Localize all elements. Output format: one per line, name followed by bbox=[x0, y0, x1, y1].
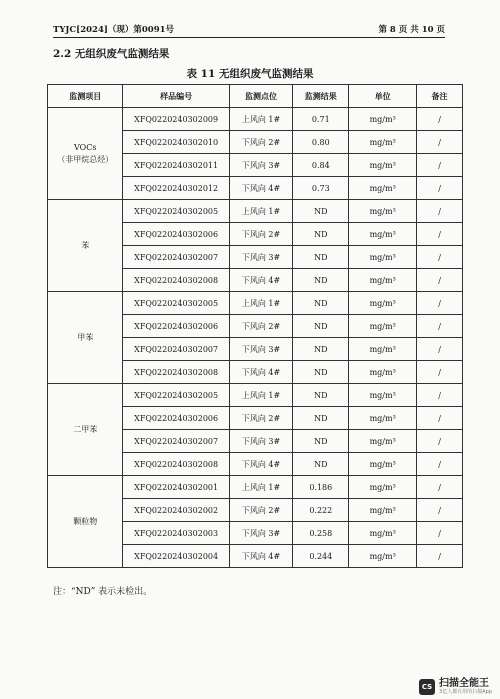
point-cell: 下风向 2# bbox=[229, 407, 292, 430]
table-row bbox=[48, 384, 463, 407]
unit-cell: mg/m³ bbox=[349, 246, 417, 269]
point-cell: 上风向 1# bbox=[229, 476, 292, 499]
unit-cell: mg/m³ bbox=[349, 131, 417, 154]
sample-id-cell: XFQ0220240302006 bbox=[123, 315, 229, 338]
unit-cell: mg/m³ bbox=[349, 108, 417, 131]
monitoring-item-cell bbox=[48, 200, 123, 292]
point-cell: 下风向 2# bbox=[229, 315, 292, 338]
cs-logo-icon: CS bbox=[419, 679, 435, 695]
result-cell: 0.80 bbox=[293, 131, 349, 154]
footnote: 注：“ND” 表示未检出。 bbox=[53, 587, 153, 597]
monitoring-results-table bbox=[47, 84, 463, 568]
remark-cell: / bbox=[417, 384, 463, 407]
header-unit: 单位 bbox=[349, 85, 417, 108]
brand-name: 扫描全能王 bbox=[439, 678, 490, 689]
unit-cell: mg/m³ bbox=[349, 522, 417, 545]
page-header bbox=[53, 21, 445, 38]
monitoring-item-label: 甲苯 bbox=[77, 332, 94, 342]
unit-cell: mg/m³ bbox=[349, 476, 417, 499]
unit-cell: mg/m³ bbox=[349, 223, 417, 246]
sample-id-cell: XFQ0220240302005 bbox=[123, 200, 229, 223]
point-cell: 上风向 1# bbox=[229, 108, 292, 131]
remark-cell: / bbox=[417, 269, 463, 292]
monitoring-item-cell bbox=[48, 476, 123, 568]
remark-cell: / bbox=[417, 499, 463, 522]
header-remark: 备注 bbox=[417, 85, 463, 108]
sample-id-cell: XFQ0220240302008 bbox=[123, 361, 229, 384]
header-item: 监测项目 bbox=[48, 85, 123, 108]
header-point: 监测点位 bbox=[229, 85, 292, 108]
result-cell: ND bbox=[293, 384, 349, 407]
table-body bbox=[48, 108, 463, 568]
section-title: 2.2 无组织废气监测结果 bbox=[53, 48, 170, 60]
remark-cell: / bbox=[417, 545, 463, 568]
point-cell: 上风向 1# bbox=[229, 384, 292, 407]
unit-cell: mg/m³ bbox=[349, 315, 417, 338]
unit-cell: mg/m³ bbox=[349, 407, 417, 430]
unit-cell: mg/m³ bbox=[349, 430, 417, 453]
table-title: 表 11 无组织废气监测结果 bbox=[186, 68, 314, 80]
header-sample: 样品编号 bbox=[123, 85, 229, 108]
monitoring-item-label: （非甲烷总烃） bbox=[57, 154, 114, 164]
sample-id-cell: XFQ0220240302006 bbox=[123, 407, 229, 430]
remark-cell: / bbox=[417, 453, 463, 476]
result-cell: ND bbox=[293, 361, 349, 384]
monitoring-item-cell bbox=[48, 292, 123, 384]
header-result: 监测结果 bbox=[293, 85, 349, 108]
remark-cell: / bbox=[417, 177, 463, 200]
sample-id-cell: XFQ0220240302007 bbox=[123, 246, 229, 269]
point-cell: 上风向 1# bbox=[229, 200, 292, 223]
point-cell: 下风向 4# bbox=[229, 453, 292, 476]
point-cell: 下风向 4# bbox=[229, 545, 292, 568]
sample-id-cell: XFQ0220240302002 bbox=[123, 499, 229, 522]
unit-cell: mg/m³ bbox=[349, 361, 417, 384]
result-cell: ND bbox=[293, 200, 349, 223]
result-cell: 0.258 bbox=[293, 522, 349, 545]
remark-cell: / bbox=[417, 108, 463, 131]
monitoring-item-label: VOCs bbox=[74, 142, 97, 152]
monitoring-item-cell bbox=[48, 384, 123, 476]
sample-id-cell: XFQ0220240302004 bbox=[123, 545, 229, 568]
table-header-row bbox=[48, 85, 463, 108]
unit-cell: mg/m³ bbox=[349, 499, 417, 522]
page-indicator: 第 8 页 共 10 页 bbox=[378, 25, 445, 35]
sample-id-cell: XFQ0220240302008 bbox=[123, 453, 229, 476]
remark-cell: / bbox=[417, 223, 463, 246]
point-cell: 下风向 4# bbox=[229, 361, 292, 384]
point-cell: 下风向 3# bbox=[229, 430, 292, 453]
sample-id-cell: XFQ0220240302009 bbox=[123, 108, 229, 131]
unit-cell: mg/m³ bbox=[349, 384, 417, 407]
sample-id-cell: XFQ0220240302007 bbox=[123, 430, 229, 453]
remark-cell: / bbox=[417, 522, 463, 545]
result-cell: 0.186 bbox=[293, 476, 349, 499]
unit-cell: mg/m³ bbox=[349, 545, 417, 568]
result-cell: ND bbox=[293, 315, 349, 338]
brand-subtitle: 3亿人都在用的扫描App bbox=[439, 689, 492, 695]
report-number: TYJC[2024]（现）第0091号 bbox=[53, 25, 175, 35]
sample-id-cell: XFQ0220240302012 bbox=[123, 177, 229, 200]
sample-id-cell: XFQ0220240302001 bbox=[123, 476, 229, 499]
table-row bbox=[48, 476, 463, 499]
remark-cell: / bbox=[417, 430, 463, 453]
sample-id-cell: XFQ0220240302003 bbox=[123, 522, 229, 545]
point-cell: 下风向 3# bbox=[229, 338, 292, 361]
remark-cell: / bbox=[417, 338, 463, 361]
unit-cell: mg/m³ bbox=[349, 177, 417, 200]
result-cell: ND bbox=[293, 292, 349, 315]
unit-cell: mg/m³ bbox=[349, 200, 417, 223]
result-cell: ND bbox=[293, 269, 349, 292]
remark-cell: / bbox=[417, 246, 463, 269]
remark-cell: / bbox=[417, 200, 463, 223]
monitoring-item-label: 苯 bbox=[81, 240, 90, 250]
sample-id-cell: XFQ0220240302008 bbox=[123, 269, 229, 292]
unit-cell: mg/m³ bbox=[349, 292, 417, 315]
result-cell: ND bbox=[293, 453, 349, 476]
sample-id-cell: XFQ0220240302007 bbox=[123, 338, 229, 361]
unit-cell: mg/m³ bbox=[349, 338, 417, 361]
point-cell: 下风向 3# bbox=[229, 522, 292, 545]
sample-id-cell: XFQ0220240302005 bbox=[123, 292, 229, 315]
result-cell: ND bbox=[293, 407, 349, 430]
unit-cell: mg/m³ bbox=[349, 269, 417, 292]
remark-cell: / bbox=[417, 476, 463, 499]
point-cell: 下风向 4# bbox=[229, 269, 292, 292]
result-cell: 0.222 bbox=[293, 499, 349, 522]
sample-id-cell: XFQ0220240302006 bbox=[123, 223, 229, 246]
unit-cell: mg/m³ bbox=[349, 453, 417, 476]
remark-cell: / bbox=[417, 315, 463, 338]
remark-cell: / bbox=[417, 407, 463, 430]
sample-id-cell: XFQ0220240302011 bbox=[123, 154, 229, 177]
remark-cell: / bbox=[417, 154, 463, 177]
point-cell: 下风向 2# bbox=[229, 223, 292, 246]
sample-id-cell: XFQ0220240302010 bbox=[123, 131, 229, 154]
table-row bbox=[48, 108, 463, 131]
result-cell: ND bbox=[293, 430, 349, 453]
point-cell: 下风向 3# bbox=[229, 246, 292, 269]
result-cell: 0.244 bbox=[293, 545, 349, 568]
table-row bbox=[48, 200, 463, 223]
point-cell: 下风向 2# bbox=[229, 131, 292, 154]
monitoring-item-label: 二甲苯 bbox=[73, 424, 98, 434]
sample-id-cell: XFQ0220240302005 bbox=[123, 384, 229, 407]
point-cell: 下风向 2# bbox=[229, 499, 292, 522]
remark-cell: / bbox=[417, 361, 463, 384]
result-cell: 0.73 bbox=[293, 177, 349, 200]
remark-cell: / bbox=[417, 131, 463, 154]
point-cell: 下风向 4# bbox=[229, 177, 292, 200]
scanner-watermark bbox=[419, 679, 492, 695]
monitoring-item-cell bbox=[48, 108, 123, 200]
unit-cell: mg/m³ bbox=[349, 154, 417, 177]
result-cell: ND bbox=[293, 246, 349, 269]
monitoring-item-label: 颗粒物 bbox=[73, 516, 98, 526]
result-cell: ND bbox=[293, 338, 349, 361]
result-cell: 0.84 bbox=[293, 154, 349, 177]
remark-cell: / bbox=[417, 292, 463, 315]
point-cell: 上风向 1# bbox=[229, 292, 292, 315]
point-cell: 下风向 3# bbox=[229, 154, 292, 177]
table-row bbox=[48, 292, 463, 315]
result-cell: 0.71 bbox=[293, 108, 349, 131]
result-cell: ND bbox=[293, 223, 349, 246]
